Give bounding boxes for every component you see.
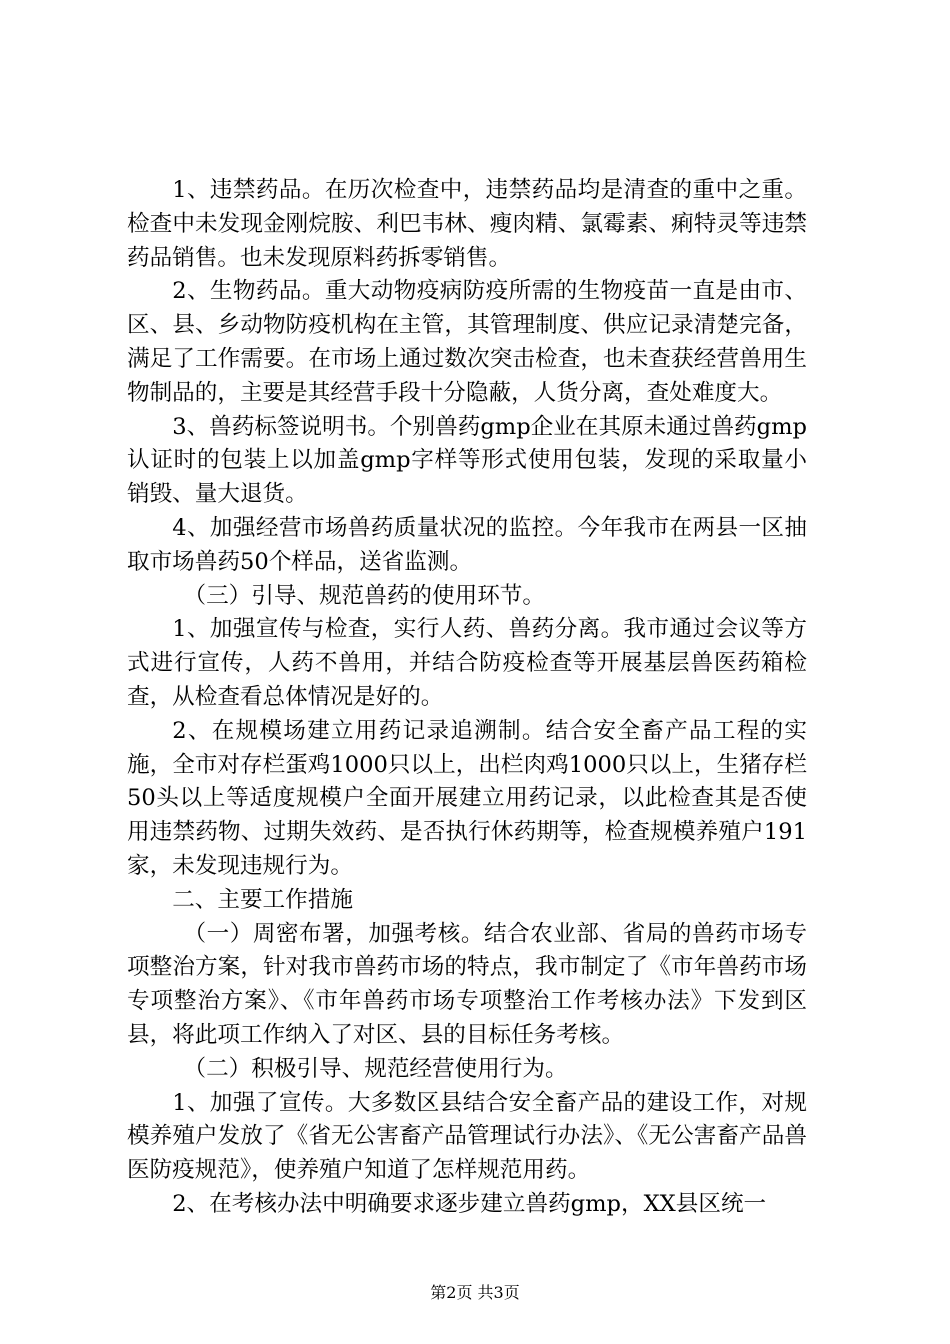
paragraph-biological-drugs: 2、生物药品。重大动物疫病防疫所需的生物疫苗一直是由市、区、县、乡动物防疫机构在主管，其管理制度、供应记录清楚完备，满足了工作需要。在市场上通过数次突击检查，也未查获经营兽用生物制品的，主要是其经营手段十分隐蔽，人货分离，查处难度大。 — [127, 278, 807, 406]
paragraph-quality-monitoring: 4、加强经营市场兽药质量状况的监控。今年我市在两县一区抽取市场兽药50个样品，送省监测。 — [127, 514, 807, 575]
paragraph-prohibited-drugs: 1、违禁药品。在历次检查中，违禁药品均是清查的重中之重。检查中未发现金刚烷胺、利巴韦林、瘦肉精、氯霉素、痢特灵等违禁药品销售。也未发现原料药拆零销售。 — [127, 177, 807, 271]
section-heading-usage: （三）引导、规范兽药的使用环节。 — [183, 582, 545, 609]
paragraph-publicity: 1、加强宣传与检查，实行人药、兽药分离。我市通过会议等方式进行宣传，人药不兽用，并结合防疫检查等开展基层兽医药箱检查，从检查看总体情况是好的。 — [127, 616, 807, 710]
paragraph-gmp-requirement: 2、在考核办法中明确要求逐步建立兽药gmp，XX县区统一 — [172, 1190, 767, 1217]
section-heading-measures: 二、主要工作措施 — [172, 886, 353, 913]
document-body — [127, 174, 807, 1222]
paragraph-publicity-strengthened: 1、加强了宣传。大多数区县结合安全畜产品的建设工作，对规模养殖户发放了《省无公害畜产品管理试行办法》、《无公害畜产品兽医防疫规范》，使养殖户知道了怎样规范用药。 — [127, 1089, 807, 1184]
paragraph-traceability: 2、在规模场建立用药记录追溯制。结合安全畜产品工程的实施，全市对存栏蛋鸡1000只以上，出栏肉鸡1000只以上，生猪存栏50头以上等适度规模户全面开展建立用药记录，以此检查其是否使用违禁药物、过期失效药、是否执行休药期等，检查规模养殖户191家，未发现违规行为。 — [127, 717, 807, 879]
paragraph-deployment: （一）周密布署，加强考核。结合农业部、省局的兽药市场专项整治方案，针对我市兽药市场的特点，我市制定了《市年兽药市场专项整治方案》、《市年兽药市场专项整治工作考核办法》下发到区县，将此项工作纳入了对区、县的目标任务考核。 — [127, 920, 807, 1048]
paragraph-labels: 3、兽药标签说明书。个别兽药gmp企业在其原未通过兽药gmp认证时的包装上以加盖gmp字样等形式使用包装，发现的采取量小销毁、量大退货。 — [127, 413, 807, 508]
section-heading-guidance: （二）积极引导、规范经营使用行为。 — [183, 1055, 568, 1082]
page-footer: 第2页 共3页 — [430, 1283, 520, 1302]
